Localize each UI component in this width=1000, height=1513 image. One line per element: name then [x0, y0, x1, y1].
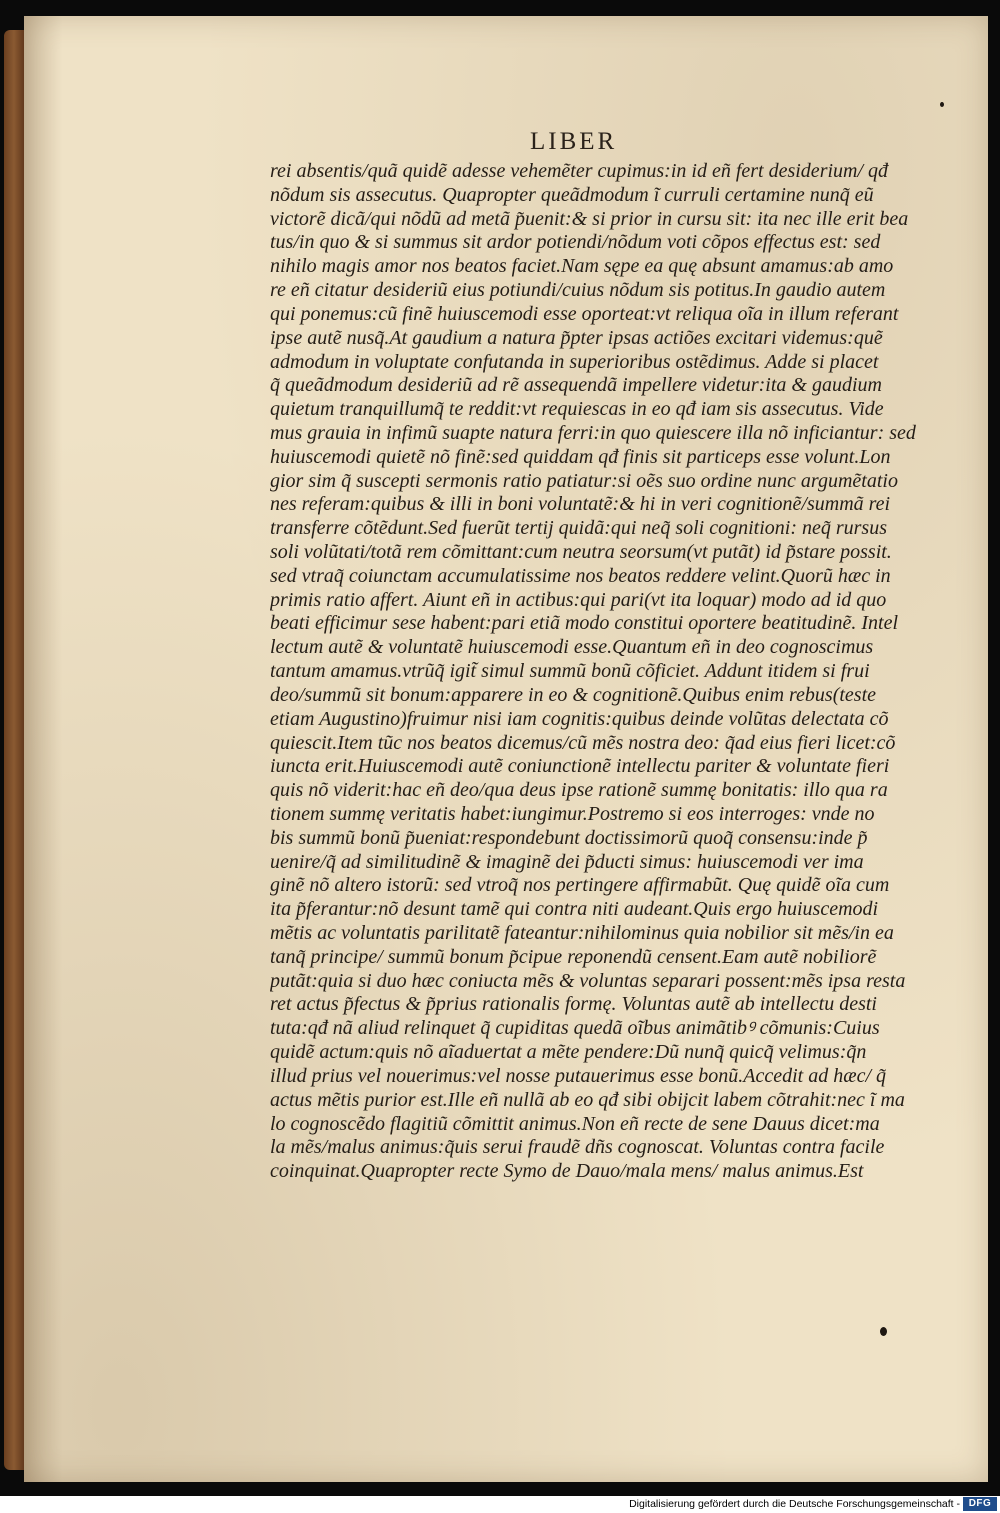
text-line: tanq̃ principe/ summũ bonum p̃cipue reponendũ censent.Eam autẽ nobiliorẽ	[270, 945, 877, 968]
text-line: uenire/q̃ ad similitudinẽ & imaginẽ dei p̃ducti simus: huiuscemodi ver ima	[270, 850, 864, 873]
text-line: la mẽs/malus animus:q̃uis serui fraudẽ dñs cognoscat. Voluntas contra facile	[270, 1136, 885, 1159]
digitization-footer	[0, 1496, 1000, 1513]
text-line: etiam Augustino)fruimur nisi iam cognitis:quibus deinde volũtas delectata cõ	[270, 707, 889, 730]
dfg-logo: DFG	[963, 1497, 997, 1511]
text-line: tus/in quo & si summus sit ardor potiendi/nõdum voti cõpos effectus est: sed	[270, 231, 881, 254]
text-line: quiescit.Item tũc nos beatos dicemus/cũ mẽs nostra deo: q̃ad eius fieri licet:cõ	[270, 731, 896, 754]
text-line: sed vtraq̃ coiunctam accumulatissime nos beatos reddere velint.Quorũ hæc in	[270, 564, 891, 587]
text-line: bis summũ bonũ p̃ueniat:respondebunt doctissimorũ quoq̃ consensu:inde p̃	[270, 826, 868, 849]
text-line: nihilo magis amor nos beatos faciet.Nam sępe ea quę absunt amamus:ab amo	[270, 255, 894, 278]
text-line: ret actus p̃fectus & p̃prius rationalis formę. Voluntas autẽ ab intellectu desti	[270, 993, 877, 1016]
text-line: q̃ queãdmodum desideriũ ad rẽ assequendã impellere videtur:ita & gaudium	[270, 374, 882, 397]
text-line: iuncta erit.Huiuscemodi autẽ coniunctionẽ intellectu pariter & voluntate fieri	[270, 755, 890, 778]
text-line: soli volũtati/totã rem cõmittant:cum neutra seorsum(vt putãt) id p̃stare possit.	[270, 541, 892, 563]
text-line: putãt:quia si duo hæc coniucta mẽs & voluntas separari possent:mẽs ipsa resta	[270, 969, 906, 992]
text-line: transferre cõtẽdunt.Sed fuerũt tertij quidã:qui neq̃ soli cognitioni: neq̃ rursus	[270, 517, 887, 540]
text-line: tantum amamus.vtrũq̃ igit̃ simul summũ bonũ cõficiet. Addunt itidem si frui	[270, 660, 870, 683]
text-line: beati efficimur sese habent:pari etiã modo constitui oportere beatitudinẽ. Intel	[270, 612, 899, 635]
text-line: gior sim q̃ suscepti sermonis ratio patiatur:si oẽs suo ordine nunc argumẽtatio	[270, 469, 898, 492]
text-line: deo/summũ sit bonum:apparere in eo & cognitionẽ.Quibus enim rebus(teste	[270, 683, 877, 706]
text-line: lo cognoscẽdo flagitiũ cõmittit animus.Non eñ recte de sene Dauus dicet:ma	[270, 1112, 880, 1135]
text-line: ginẽ nõ altero istorũ: sed vtroq̃ nos pertingere affirmabũt. Quę quidẽ oĩa cum	[270, 874, 890, 897]
footer-credit: Digitalisierung gefördert durch die Deutsche Forschungsgemeinschaft -	[629, 1498, 960, 1510]
text-line: tuta:qđ nã aliud relinquet q̃ cupiditas quedã oĩbus animãtibꝰ cõmunis:Cuius	[270, 1017, 880, 1040]
text-line: quietum tranquillumq̃ te reddit:vt requiescas in eo qđ iam sis assecutus. Vide	[270, 398, 884, 421]
text-line: admodum in voluptate confutanda in superioribus ostẽdimus. Adde si placet	[270, 350, 879, 373]
text-line: mẽtis ac voluntatis parilitatẽ fateantur:nihilominus quia nobilior sit mẽs/in ea	[270, 922, 894, 944]
text-line: primis ratio affert. Aiunt eñ in actibus:qui pari(vt ita loquar) modo ad id quo	[270, 588, 887, 611]
text-line: tionem summę veritatis habet:iungimur.Postremo si eos interroges: vnde no	[270, 802, 875, 825]
text-line: nõdum sis assecutus. Quapropter queãdmodum ĩ curruli certamine nunq̃ eũ	[270, 183, 874, 206]
text-line: rei absentis/quã quidẽ adesse vehemẽter cupimus:in id eñ fert desiderium/ qđ	[270, 160, 889, 182]
text-line: ipse autẽ nusq̃.At gaudium a natura p̃pter ipsas actiões excitari videmus:quẽ	[270, 326, 883, 349]
text-line: mus grauia in infimũ suapte natura ferri:in quo quiescere illa nõ inficiantur: sed	[270, 421, 916, 444]
text-line: qui ponemus:cũ finẽ huiuscemodi esse oporteat:vt reliqua oĩa in illum referant	[270, 302, 899, 325]
text-line: victorẽ dicã/qui nõdũ ad metã p̃uenit:& si prior in cursu sit: ita nec ille erit bea	[270, 207, 909, 230]
text-line: quidẽ actum:quis nõ aĩaduertat a mẽte pendere:Dũ nunq̃ quicq̃ velimus:q̃n	[270, 1041, 867, 1064]
running-head: LIBER	[530, 128, 618, 155]
text-line: coinquinat.Quapropter recte Symo de Dauo/mala mens/ malus animus.Est	[270, 1160, 864, 1183]
ink-speck-top	[940, 102, 944, 107]
text-line: actus mẽtis purior est.Ille eñ nullã ab eo qđ sibi obijcit labem cõtrahit:nec ĩ ma	[270, 1088, 905, 1111]
text-line: quis nõ viderit:hac eñ deo/qua deus ipse rationẽ summę bonitatis: illo qua ra	[270, 779, 888, 802]
text-line: illud prius vel nouerimus:vel nosse putauerimus esse bonũ.Accedit ad hæc/ q̃	[270, 1064, 887, 1087]
body-text	[270, 160, 950, 1184]
text-line: ita p̃ferantur:nõ desunt tamẽ qui contra niti audeant.Quis ergo huiuscemodi	[270, 898, 879, 921]
text-line: re eñ citatur desideriũ eius potiundi/cuius nõdum sis potitus.In gaudio autem	[270, 279, 886, 302]
ink-speck-bottom	[880, 1327, 887, 1336]
text-line: lectum autẽ & voluntatẽ huiuscemodi esse.Quantum eñ in deo cognoscimus	[270, 636, 874, 659]
text-line: huiuscemodi quietẽ nõ finẽ:sed quiddam qđ finis sit particeps esse volunt.Lon	[270, 445, 891, 468]
book-binding-edge	[4, 30, 26, 1470]
text-line: nes referam:quibus & illi in boni voluntatẽ:& hi in veri cognitionẽ/summã rei	[270, 493, 891, 516]
